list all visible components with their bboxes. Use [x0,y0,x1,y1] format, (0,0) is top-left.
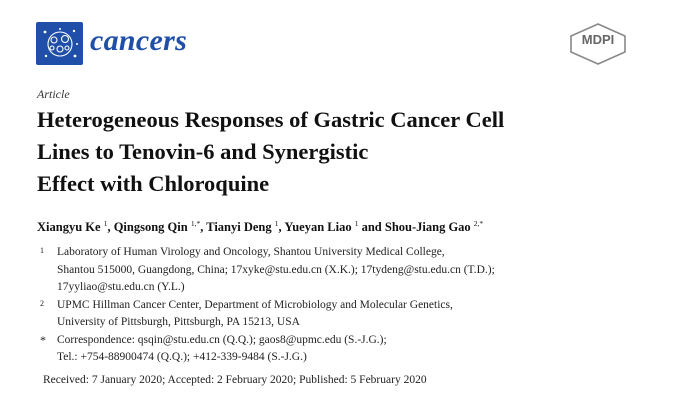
author-name[interactable]: Shou-Jiang Gao [384,220,471,235]
publication-dates: Received: 7 January 2020; Accepted: 2 February 2020; Published: 5 February 2020 [43,374,427,386]
correspondence-line: Tel.: +754-88900474 (Q.Q.); +412-339-9484 (S.-J.G.) [57,351,307,363]
journal-name[interactable]: cancers [90,24,188,57]
article-title [37,104,637,200]
author-separator: , [278,220,285,235]
title-line: Heterogeneous Responses of Gastric Cancer Cell [37,107,505,132]
affiliation-line: 17yyliao@stu.edu.cn (Y.L.) [57,281,185,293]
affiliation-line: Shantou 515000, Guangdong, China; 17xyke@stu.edu.cn (X.K.); 17tydeng@stu.edu.cn (T.D.); [57,263,495,276]
affiliation-line: Laboratory of Human Virology and Oncology, Shantou University Medical College, [57,246,445,258]
article-type: Article [37,87,70,101]
journal-logo-icon [36,22,83,65]
author-affiliation-mark: 1 [103,219,108,228]
author-name[interactable]: Yueyan Liao [284,220,352,235]
author-affiliation-mark: 1 [274,219,279,228]
affiliation-mark: 2 [40,298,44,308]
affiliation-line: UPMC Hillman Cancer Center, Department of Microbiology and Molecular Genetics, [57,298,453,311]
author-affiliation-mark: 1,* [190,219,201,228]
author-list [37,219,677,235]
correspondence-line: Correspondence: qsqin@stu.edu.cn (Q.Q.); gaos8@upmc.edu (S.-J.G.); [57,333,387,346]
affiliation-mark: 1 [40,246,44,255]
title-line: Effect with Chloroquine [37,171,270,196]
mdpi-logo-icon[interactable] [568,22,628,66]
author-affiliation-mark: 2,* [473,219,484,228]
correspondence-mark: * [40,332,46,347]
affiliation-item [37,297,677,332]
publisher-name: MDPI [581,32,615,47]
author-name[interactable]: Xiangyu Ke [37,220,101,235]
author-separator: , [200,220,207,235]
affiliation-line: University of Pittsburgh, Pittsburgh, PA 15213, USA [57,316,300,328]
affiliation-item [37,244,677,297]
correspondence-item [37,332,677,367]
title-line: Lines to Tenovin-6 and Synergistic [37,139,369,164]
author-name[interactable]: Qingsong Qin [113,220,188,235]
author-separator: and [358,220,385,235]
author-name[interactable]: Tianyi Deng [206,220,272,235]
affiliations [37,244,677,367]
author-separator: , [107,220,114,235]
author-affiliation-mark: 1 [354,219,359,228]
